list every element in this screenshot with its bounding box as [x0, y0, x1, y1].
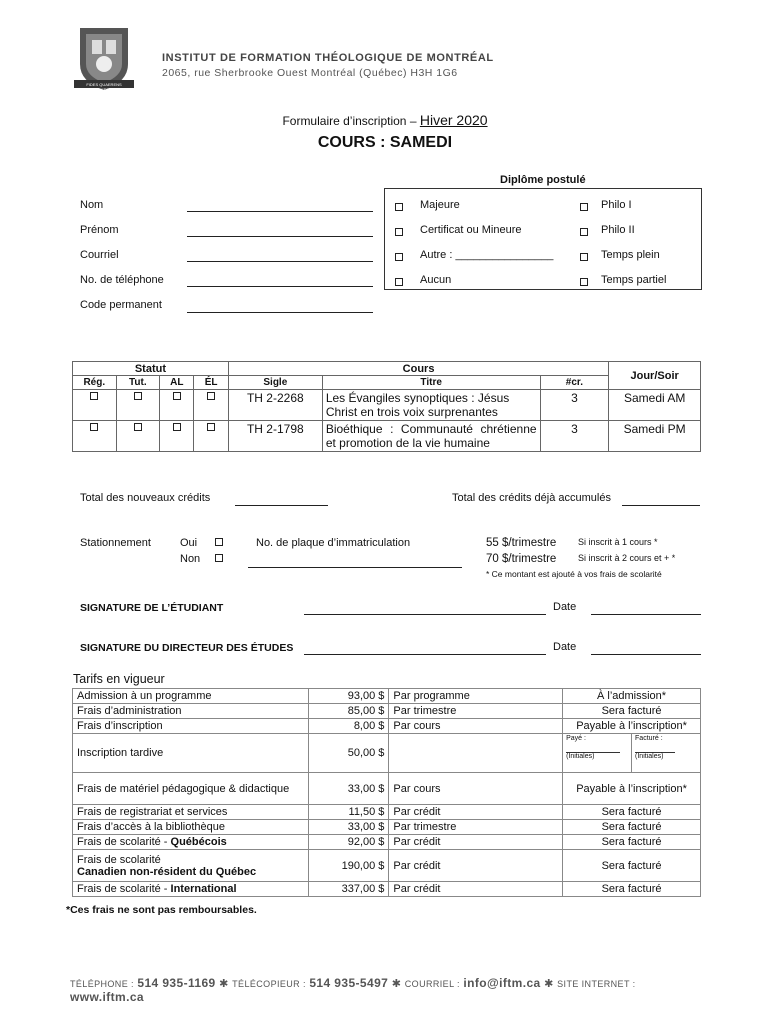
tarif-amount: 33,00 $: [308, 773, 389, 805]
courriel-field[interactable]: [187, 261, 373, 262]
new-credits-field[interactable]: [235, 505, 328, 506]
tarif-basis: Par programme: [389, 689, 563, 704]
courses-table: [72, 361, 701, 452]
footer-tel-label: TÉLÉPHONE :: [70, 979, 134, 989]
parking-non-checkbox[interactable]: [215, 554, 223, 562]
tarif-item: Frais de matériel pédagogique & didactique: [73, 773, 309, 805]
philo2-label: Philo II: [601, 224, 635, 236]
form-label: Formulaire d’inscription –: [282, 114, 417, 128]
accumulated-credits-field[interactable]: [622, 505, 700, 506]
sigle-header: Sigle: [228, 376, 322, 390]
course-credits: 3: [540, 390, 609, 421]
late-fee-initials: [563, 734, 701, 773]
tarif-item-prefix: Frais de scolarité: [77, 853, 161, 866]
el-checkbox[interactable]: [207, 392, 215, 400]
course-titre: Bioéthique : Communauté chrétienne et promotion de la vie humaine: [322, 421, 540, 452]
tarif-basis: Par crédit: [389, 882, 563, 897]
tarifs-note: *Ces frais ne sont pas remboursables.: [66, 904, 257, 916]
certificat-label: Certificat ou Mineure: [420, 224, 522, 236]
parking-price-2: 70 $/trimestre: [486, 553, 557, 565]
table-row: [73, 835, 701, 850]
tarif-item: Frais d’administration: [73, 704, 309, 719]
tarifs-heading: Tarifs en vigueur: [73, 672, 165, 686]
facture-initiales: (Initiales): [635, 753, 664, 760]
session-name: Hiver 2020: [419, 112, 488, 128]
director-signature-label: SIGNATURE DU DIRECTEUR DES ÉTUDES: [80, 642, 294, 654]
tarif-when: Sera facturé: [563, 805, 701, 820]
el-checkbox[interactable]: [207, 423, 215, 431]
philo2-checkbox[interactable]: [580, 228, 588, 236]
prenom-field[interactable]: [187, 236, 373, 237]
footer-email-label: COURRIEL :: [404, 979, 460, 989]
paye-label: Payé :: [566, 735, 586, 742]
director-date-label: Date: [553, 641, 577, 653]
parking-price-1-note: Si inscrit à 1 cours *: [578, 537, 658, 547]
tarif-when: Sera facturé: [563, 704, 701, 719]
parking-oui-checkbox[interactable]: [215, 538, 223, 546]
tarif-item-bold: Québécois: [170, 836, 227, 848]
reg-checkbox[interactable]: [90, 423, 98, 431]
parking-price-2-note: Si inscrit à 2 cours et + *: [578, 553, 676, 563]
temps-plein-label: Temps plein: [601, 249, 660, 261]
tarif-basis: [389, 734, 563, 773]
tarif-amount: 85,00 $: [308, 704, 389, 719]
code-permanent-label: Code permanent: [80, 299, 162, 311]
table-row: [73, 704, 701, 719]
institution-name: INSTITUT DE FORMATION THÉOLOGIQUE DE MONTRÉAL: [162, 52, 494, 64]
course-sigle: TH 2-1798: [228, 421, 322, 452]
course-titre: Les Évangiles synoptiques : Jésus Christ en trois voix surprenantes: [322, 390, 540, 421]
plate-field[interactable]: [248, 567, 462, 568]
student-date-field[interactable]: [591, 614, 701, 615]
tarif-basis: Par cours: [389, 719, 563, 734]
parking-label: Stationnement: [80, 537, 151, 549]
paye-initiales: (Initiales): [566, 753, 595, 760]
course-sigle: TH 2-2268: [228, 390, 322, 421]
director-signature-field[interactable]: [304, 654, 546, 655]
al-header: AL: [160, 376, 194, 390]
tut-checkbox[interactable]: [134, 392, 142, 400]
course-jour: Samedi PM: [609, 421, 701, 452]
course-type-title: COURS : SAMEDI: [317, 134, 453, 151]
table-row: [73, 773, 701, 805]
table-row: [73, 390, 701, 421]
footer-web[interactable]: www.iftm.ca: [70, 990, 144, 1004]
facture-label: Facturé :: [635, 735, 663, 742]
table-row: [73, 719, 701, 734]
parking-price-1: 55 $/trimestre: [486, 537, 557, 549]
courriel-label: Courriel: [80, 249, 119, 261]
temps-partiel-label: Temps partiel: [601, 274, 667, 286]
table-row: [73, 689, 701, 704]
statut-header: Statut: [73, 362, 229, 376]
table-row: [73, 850, 701, 882]
student-signature-field[interactable]: [304, 614, 546, 615]
al-checkbox[interactable]: [173, 392, 181, 400]
tarif-amount: 8,00 $: [308, 719, 389, 734]
tarif-item: Admission à un programme: [73, 689, 309, 704]
course-credits: 3: [540, 421, 609, 452]
tarif-amount: 11,50 $: [308, 805, 389, 820]
philo1-checkbox[interactable]: [580, 203, 588, 211]
tarif-amount: 337,00 $: [308, 882, 389, 897]
reg-header: Rég.: [73, 376, 117, 390]
table-row: [73, 820, 701, 835]
footer-tel: 514 935-1169: [137, 976, 216, 990]
tarif-item: [73, 850, 309, 882]
plate-label: No. de plaque d’immatriculation: [256, 537, 411, 549]
certificat-checkbox[interactable]: [395, 228, 403, 236]
footer-fax-label: TÉLÉCOPIEUR :: [232, 979, 306, 989]
aucun-label: Aucun: [420, 274, 452, 286]
jour-header: Jour/Soir: [609, 362, 701, 390]
table-row: [73, 882, 701, 897]
parking-oui-label: Oui: [180, 537, 198, 549]
tarif-item-prefix: Frais de scolarité -: [77, 836, 171, 848]
cours-header: Cours: [228, 362, 608, 376]
accumulated-credits-label: Total des crédits déjà accumulés: [452, 492, 611, 504]
tarif-item: [73, 882, 309, 897]
telephone-label: No. de téléphone: [80, 274, 164, 286]
tarif-basis: Par crédit: [389, 850, 563, 882]
tarif-when: Payable à l’inscription*: [563, 773, 701, 805]
new-credits-label: Total des nouveaux crédits: [80, 492, 211, 504]
tarif-when: Sera facturé: [563, 820, 701, 835]
philo1-label: Philo I: [601, 199, 632, 211]
al-checkbox[interactable]: [173, 423, 181, 431]
institution-address: 2065, rue Sherbrooke Ouest Montréal (Québec) H3H 1G6: [162, 67, 458, 79]
student-signature-label: SIGNATURE DE L’ÉTUDIANT: [80, 602, 224, 614]
table-row: [73, 734, 701, 773]
tarif-item: Frais d’inscription: [73, 719, 309, 734]
tarif-amount: 50,00 $: [308, 734, 389, 773]
table-row: [73, 805, 701, 820]
footer-fax: 514 935-5497: [309, 976, 389, 990]
tarif-amount: 190,00 $: [308, 850, 389, 882]
tarif-basis: Par crédit: [389, 835, 563, 850]
diploma-heading: Diplôme postulé: [500, 174, 586, 186]
majeure-checkbox[interactable]: [395, 203, 403, 211]
aucun-checkbox[interactable]: [395, 278, 403, 286]
tarif-basis: Par trimestre: [389, 820, 563, 835]
student-date-label: Date: [553, 601, 577, 613]
tarif-amount: 92,00 $: [308, 835, 389, 850]
majeure-label: Majeure: [420, 199, 460, 211]
tarif-when: Sera facturé: [563, 850, 701, 882]
tarif-when: À l’admission*: [563, 689, 701, 704]
table-row: [73, 421, 701, 452]
tarif-item-prefix: Frais de scolarité -: [77, 883, 171, 895]
tarif-amount: 93,00 $: [308, 689, 389, 704]
tarif-item-bold: Canadien non-résident du Québec: [77, 865, 257, 878]
nom-label: Nom: [80, 199, 104, 211]
autre-label: Autre : ________________: [420, 249, 554, 261]
reg-checkbox[interactable]: [90, 392, 98, 400]
parking-footnote: * Ce montant est ajouté à vos frais de scolarité: [486, 569, 662, 579]
footer-web-label: SITE INTERNET :: [557, 979, 636, 989]
course-jour: Samedi AM: [609, 390, 701, 421]
telephone-field[interactable]: [187, 286, 373, 287]
tarif-basis: Par crédit: [389, 805, 563, 820]
parking-non-label: Non: [180, 553, 201, 565]
footer-email[interactable]: info@iftm.ca: [463, 976, 541, 990]
logo-motto: FIDES QUAERENS INTELLECTUM: [86, 82, 122, 92]
tarif-amount: 33,00 $: [308, 820, 389, 835]
footer: TÉLÉPHONE : 514 935-1169 ✱ TÉLÉCOPIEUR : 514 935-5497 ✱ COURRIEL : info@iftm.ca ✱ SITE INTERNET : www.iftm.ca: [70, 976, 636, 1004]
prenom-label: Prénom: [80, 224, 119, 236]
tarif-basis: Par cours: [389, 773, 563, 805]
tarif-item-bold: International: [170, 883, 237, 895]
temps-partiel-checkbox[interactable]: [580, 278, 588, 286]
tarif-when: Sera facturé: [563, 882, 701, 897]
el-header: ÉL: [194, 376, 228, 390]
director-date-field[interactable]: [591, 654, 701, 655]
temps-plein-checkbox[interactable]: [580, 253, 588, 261]
tarif-when: Sera facturé: [563, 835, 701, 850]
tarifs-table: [72, 688, 701, 897]
code-permanent-field[interactable]: [187, 312, 373, 313]
tarif-item: Frais de registrariat et services: [73, 805, 309, 820]
tarif-item: Inscription tardive: [73, 734, 309, 773]
nom-field[interactable]: [187, 211, 373, 212]
tarif-when: Payable à l’inscription*: [563, 719, 701, 734]
tut-header: Tut.: [116, 376, 160, 390]
tarif-basis: Par trimestre: [389, 704, 563, 719]
credits-header: #cr.: [540, 376, 609, 390]
tarif-item: Frais d’accès à la bibliothèque: [73, 820, 309, 835]
form-title: [0, 112, 770, 128]
tarif-item: [73, 835, 309, 850]
titre-header: Titre: [322, 376, 540, 390]
tut-checkbox[interactable]: [134, 423, 142, 431]
autre-checkbox[interactable]: [395, 253, 403, 261]
